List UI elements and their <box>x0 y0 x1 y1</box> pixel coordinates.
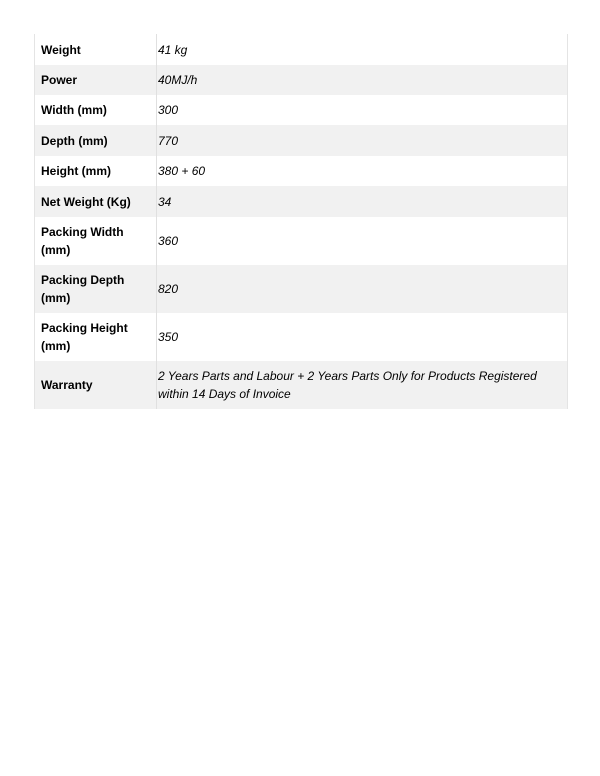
spec-value: 350 <box>158 330 179 344</box>
spec-value: 380 + 60 <box>158 164 206 178</box>
spec-label: Weight <box>35 34 157 65</box>
spec-value: 770 <box>158 133 179 148</box>
spec-value: 40MJ/h <box>158 73 198 87</box>
spec-label: Packing Width (mm) <box>35 217 157 265</box>
spec-label: Power <box>35 65 157 95</box>
spec-row-width <box>35 95 567 125</box>
spec-row-warranty <box>35 361 567 409</box>
spec-value: 34 <box>158 194 172 209</box>
spec-table <box>34 34 568 409</box>
spec-value: 820 <box>158 282 179 296</box>
spec-label: Depth (mm) <box>35 125 157 156</box>
spec-row-net-weight <box>35 186 567 217</box>
spec-row-packing-depth <box>35 265 567 313</box>
spec-value: 2 Years Parts and Labour + 2 Years Parts Only for Products Registered within 14 Days of Invoice <box>158 369 537 401</box>
spec-label: Packing Depth (mm) <box>35 265 157 313</box>
spec-row-depth <box>35 125 567 156</box>
spec-value: 300 <box>158 103 179 117</box>
spec-label: Warranty <box>35 361 157 409</box>
spec-label: Net Weight (Kg) <box>35 186 157 217</box>
spec-row-height <box>35 156 567 186</box>
spec-row-packing-height <box>35 313 567 361</box>
spec-label: Packing Height (mm) <box>35 313 157 361</box>
spec-row-weight <box>35 34 567 65</box>
spec-value: 41 kg <box>158 42 188 57</box>
spec-value: 360 <box>158 234 179 248</box>
spec-label: Height (mm) <box>35 156 157 186</box>
spec-row-power <box>35 65 567 95</box>
spec-row-packing-width <box>35 217 567 265</box>
spec-label: Width (mm) <box>35 95 157 125</box>
